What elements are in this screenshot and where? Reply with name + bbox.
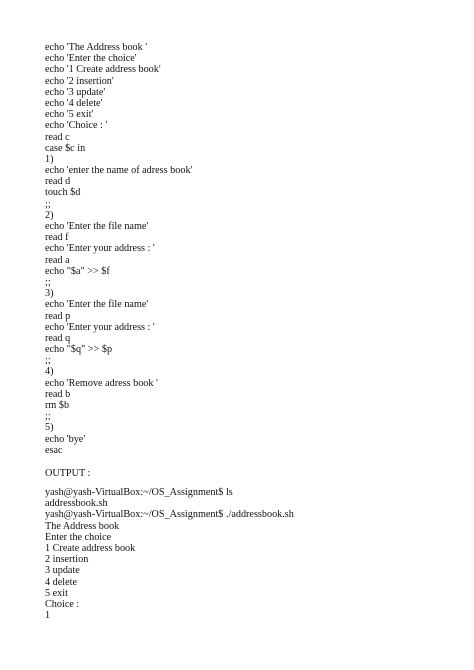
- code-line: read d: [45, 176, 71, 188]
- code-line: echo 'enter the name of adress book': [45, 165, 193, 177]
- code-line: echo 'Choice : ': [45, 120, 108, 132]
- code-line: echo "$q" >> $p: [45, 344, 113, 356]
- code-line: read b: [45, 388, 71, 400]
- code-line: read q: [45, 332, 71, 344]
- code-line: read a: [45, 254, 70, 266]
- code-line: esac: [45, 444, 63, 456]
- output-line: 5 exit: [45, 587, 68, 599]
- script-code-block: [45, 42, 192, 456]
- code-line: echo '1 Create address book': [45, 64, 161, 76]
- output-line: 1: [45, 610, 51, 622]
- code-line: read p: [45, 310, 71, 322]
- code-line: echo 'The Address book ': [45, 42, 148, 53]
- code-line: echo '3 update': [45, 86, 106, 98]
- code-line: 1): [45, 153, 54, 165]
- output-line: yash@yash-VirtualBox:~/OS_Assignment$ ./addressbook.sh: [45, 509, 294, 521]
- code-line: echo '2 insertion': [45, 75, 114, 87]
- code-line: read c: [45, 131, 70, 143]
- code-line: ;;: [45, 276, 51, 288]
- output-line: 3 update: [45, 565, 80, 577]
- code-line: touch $d: [45, 187, 81, 199]
- output-heading-text: OUTPUT :: [45, 468, 91, 479]
- output-line: yash@yash-VirtualBox:~/OS_Assignment$ ls: [45, 487, 233, 498]
- code-line: echo '5 exit': [45, 109, 94, 121]
- code-line: echo 'Remove adress book ': [45, 377, 158, 389]
- terminal-output-block: [45, 487, 294, 621]
- code-line: echo 'Enter the file name': [45, 299, 149, 311]
- code-line: echo "$a" >> $f: [45, 265, 110, 277]
- output-heading: [45, 463, 90, 481]
- code-line: 2): [45, 209, 54, 221]
- code-line: 4): [45, 366, 54, 378]
- code-line: echo 'bye': [45, 433, 86, 445]
- output-line: 4 delete: [45, 576, 77, 588]
- code-line: echo 'Enter your address : ': [45, 321, 155, 333]
- output-line: 1 Create address book: [45, 542, 136, 554]
- output-line: The Address book: [45, 520, 120, 532]
- output-line: Choice :: [45, 598, 80, 610]
- code-line: ;;: [45, 355, 51, 367]
- code-line: echo 'Enter the file name': [45, 221, 149, 232]
- code-line: echo 'Enter your address : ': [45, 243, 155, 255]
- code-line: ;;: [45, 411, 51, 423]
- code-line: 5): [45, 422, 54, 434]
- code-line: rm $b: [45, 400, 70, 411]
- output-line: Enter the choice: [45, 531, 112, 543]
- code-line: echo '4 delete': [45, 97, 103, 109]
- code-line: read f: [45, 232, 69, 244]
- output-line: 2 insertion: [45, 554, 89, 566]
- code-line: 3): [45, 288, 54, 300]
- code-line: ;;: [45, 198, 51, 210]
- code-line: echo 'Enter the choice': [45, 53, 137, 65]
- output-line: addressbook.sh: [45, 498, 108, 510]
- code-line: case $c in: [45, 142, 86, 154]
